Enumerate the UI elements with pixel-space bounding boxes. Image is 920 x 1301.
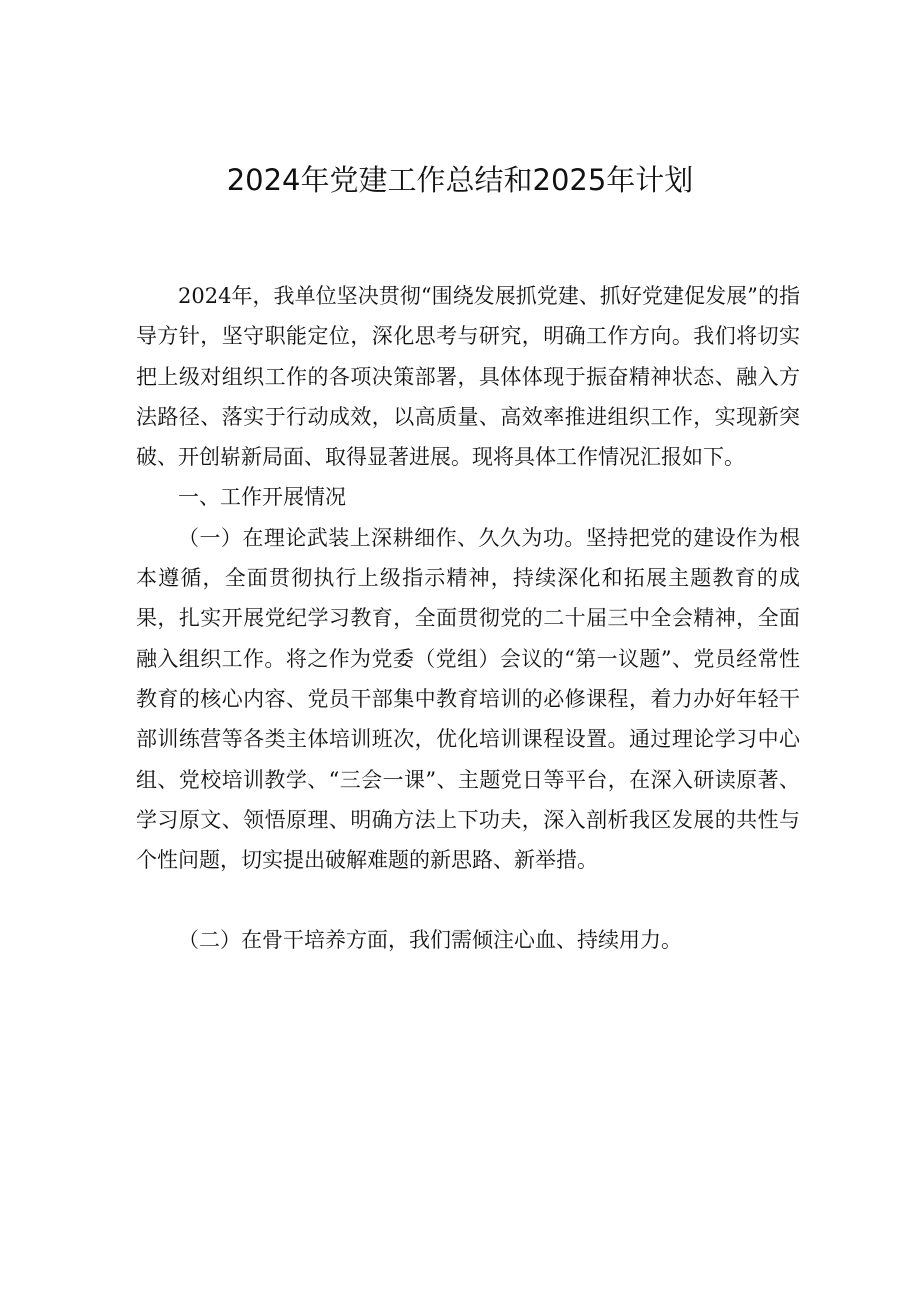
subsection-1-paragraph: （一）在理论武装上深耕细作、久久为功。坚持把党的建设作为根本遵循，全面贯彻执行上级指示精神，持续深化和拓展主题教育的成果，扎实开展党纪学习教育，全面贯彻党的二十届三中全会精神，全面融入组织工作。将之作为党委（党组）会议的“第一议题”、党员经常性教育的核心内容、党员干部集中教育培训的必修课程，着力办好年轻干部训练营等各类主体培训班次，优化培训课程设置。通过理论学习中心组、党校培训教学、“三会一课”、主题党日等平台，在深入研读原著、学习原文、领悟原理、明确方法上下功夫，深入剖析我区发展的共性与个性问题，切实提出破解难题的新思路、新举措。 (136, 525, 800, 873)
document-title: 2024年党建工作总结和2025年计划 (226, 163, 694, 197)
paragraph-gap (136, 880, 800, 920)
intro-paragraph: 2024年，我单位坚决贯彻“围绕发展抓党建、抓好党建促发展”的指导方针，坚守职能定位，深化思考与研究，明确工作方向。我们将切实把上级对组织工作的各项决策部署，具体体现于振奋精神状态、融入方法路径、落实于行动成效，以高质量、高效率推进组织工作，实现新突破、开创崭新局面、取得显著进展。现将具体工作情况汇报如下。 (136, 284, 800, 470)
section-1-heading: 一、工作开展情况 (178, 485, 346, 510)
document-body (136, 276, 800, 961)
subsection-2-paragraph: （二）在骨干培养方面，我们需倾注心血、持续用力。 (178, 928, 682, 953)
